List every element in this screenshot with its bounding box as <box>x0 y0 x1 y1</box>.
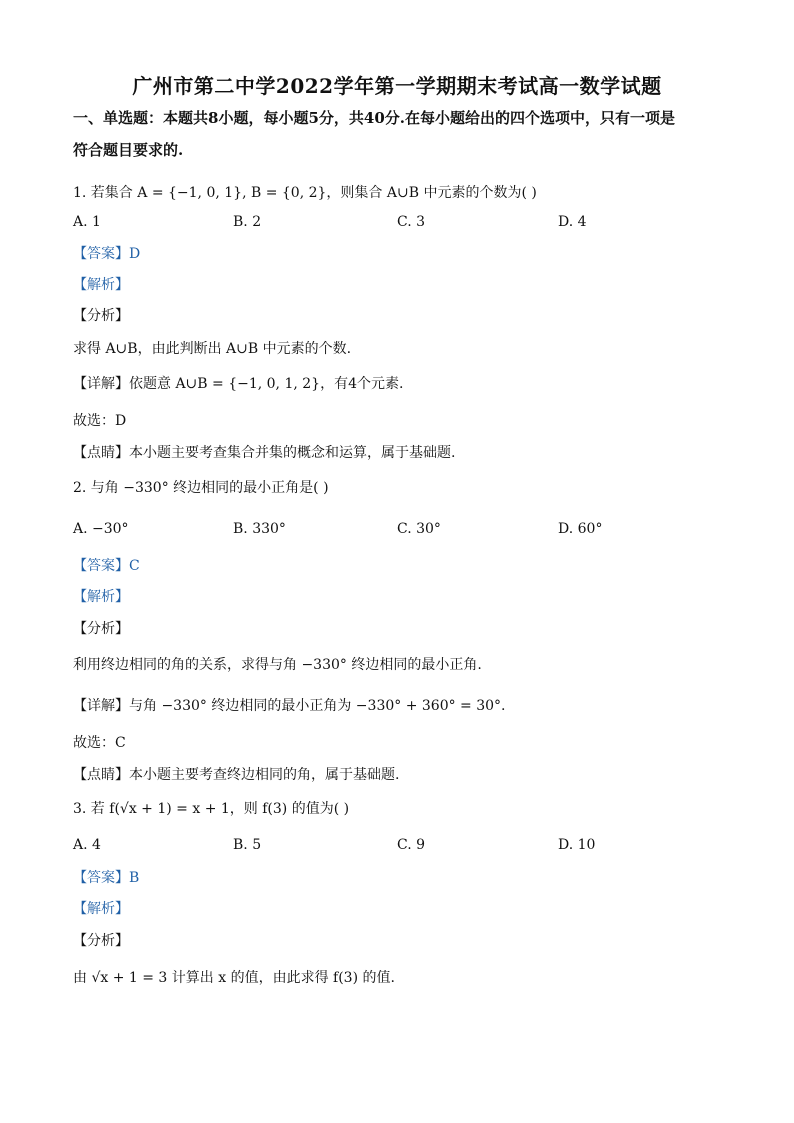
q3-option-a: A. 4 <box>73 837 101 853</box>
q2-fenxi-label: 【分析】 <box>73 621 129 637</box>
q2-option-b: B. 330° <box>233 521 286 537</box>
q2-choose: 故选：C <box>73 735 126 751</box>
q1-detail: 【详解】依题意 A∪B = {−1, 0, 1, 2}，有4个元素. <box>73 376 404 392</box>
q3-option-c: C. 9 <box>397 837 426 853</box>
q3-answer: 【答案】B <box>73 870 140 886</box>
q3-option-d: D. 10 <box>558 837 596 853</box>
q2-answer: 【答案】C <box>73 558 140 574</box>
q1-stem: 1. 若集合 A = {−1, 0, 1}, B = {0, 2}，则集合 A∪B 中元素的个数为( ) <box>73 185 537 201</box>
q1-jiexi-label: 【解析】 <box>73 277 129 293</box>
section-heading-line-2: 符合题目要求的. <box>73 141 184 159</box>
q1-option-a: A. 1 <box>73 214 101 230</box>
q1-comment: 【点睛】本小题主要考查集合并集的概念和运算，属于基础题. <box>73 445 456 461</box>
q2-analysis: 利用终边相同的角的关系，求得与角 −330° 终边相同的最小正角. <box>73 657 482 673</box>
section-heading-line-1: 一、单选题：本题共8小题，每小题5分，共40分.在每小题给出的四个选项中，只有一项是 <box>73 109 675 127</box>
q2-stem: 2. 与角 −330° 终边相同的最小正角是( ) <box>73 480 329 496</box>
q2-comment: 【点睛】本小题主要考查终边相同的角，属于基础题. <box>73 767 400 783</box>
q1-option-b: B. 2 <box>233 214 262 230</box>
q3-jiexi-label: 【解析】 <box>73 901 129 917</box>
q1-option-c: C. 3 <box>397 214 426 230</box>
q2-option-c: C. 30° <box>397 521 441 537</box>
q3-fenxi-label: 【分析】 <box>73 933 129 949</box>
q3-stem: 3. 若 f(√x + 1) = x + 1，则 f(3) 的值为( ) <box>73 801 350 817</box>
q1-option-d: D. 4 <box>558 214 587 230</box>
q2-option-a: A. −30° <box>73 521 129 537</box>
q1-answer: 【答案】D <box>73 246 141 262</box>
q2-option-d: D. 60° <box>558 521 603 537</box>
q2-detail: 【详解】与角 −330° 终边相同的最小正角为 −330° + 360° = 30°. <box>73 698 506 714</box>
page-title: 广州市第二中学2022学年第一学期期末考试高一数学试题 <box>132 74 662 98</box>
q1-choose: 故选：D <box>73 413 127 429</box>
q2-jiexi-label: 【解析】 <box>73 589 129 605</box>
q3-analysis: 由 √x + 1 = 3 计算出 x 的值，由此求得 f(3) 的值. <box>73 970 395 986</box>
q1-fenxi-label: 【分析】 <box>73 308 129 324</box>
q3-option-b: B. 5 <box>233 837 262 853</box>
q1-analysis: 求得 A∪B，由此判断出 A∪B 中元素的个数. <box>73 341 352 357</box>
